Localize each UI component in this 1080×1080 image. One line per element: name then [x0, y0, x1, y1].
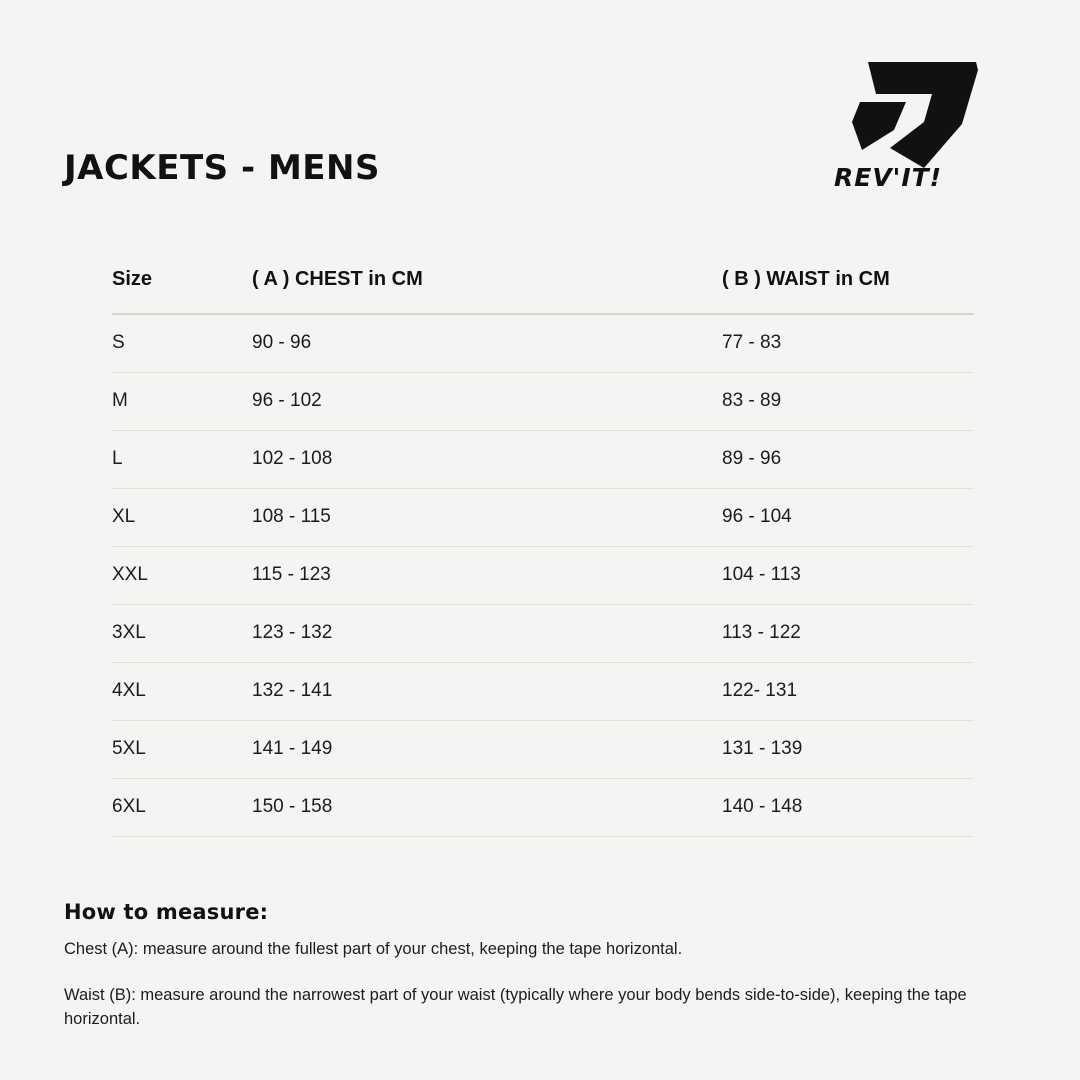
table-row	[112, 779, 974, 837]
cell-chest: 132 - 141	[252, 663, 722, 721]
cell-chest: 150 - 158	[252, 779, 722, 837]
cell-waist: 140 - 148	[722, 779, 974, 837]
table-row	[112, 547, 974, 605]
cell-size: XXL	[112, 547, 252, 605]
chest-instruction: Chest (A): measure around the fullest part of your chest, keeping the tape horizontal.	[64, 940, 683, 958]
cell-waist: 89 - 96	[722, 431, 974, 489]
cell-size: S	[112, 314, 252, 373]
svg-text:REV'IT!: REV'IT!	[834, 163, 943, 192]
cell-waist: 131 - 139	[722, 721, 974, 779]
cell-waist: 122- 131	[722, 663, 974, 721]
waist-instruction: Waist (B): measure around the narrowest part of your waist (typically where your body bends side-to-side), keeping the tape horizontal.	[64, 985, 967, 1028]
table-header	[112, 262, 974, 314]
size-table-wrapper	[112, 262, 974, 837]
cell-chest: 108 - 115	[252, 489, 722, 547]
column-header-waist: ( B ) WAIST in CM	[722, 268, 890, 290]
cell-chest: 102 - 108	[252, 431, 722, 489]
cell-chest: 123 - 132	[252, 605, 722, 663]
table-row	[112, 489, 974, 547]
page-title: JACKETS - MENS	[64, 148, 380, 188]
cell-chest: 90 - 96	[252, 314, 722, 373]
cell-size: 4XL	[112, 663, 252, 721]
column-header-chest: ( A ) CHEST in CM	[252, 268, 423, 290]
cell-size: 6XL	[112, 779, 252, 837]
size-table	[112, 262, 974, 837]
cell-chest: 141 - 149	[252, 721, 722, 779]
table-row	[112, 373, 974, 431]
cell-size: 3XL	[112, 605, 252, 663]
table-row	[112, 605, 974, 663]
how-to-measure-heading: How to measure:	[64, 900, 269, 924]
cell-size: M	[112, 373, 252, 431]
table-body	[112, 314, 974, 837]
table-row	[112, 314, 974, 373]
how-to-measure-section	[64, 900, 1016, 1032]
brand-logo	[828, 50, 1008, 200]
cell-size: 5XL	[112, 721, 252, 779]
cell-chest: 115 - 123	[252, 547, 722, 605]
table-row	[112, 663, 974, 721]
table-header-row	[112, 262, 974, 314]
cell-size: L	[112, 431, 252, 489]
cell-chest: 96 - 102	[252, 373, 722, 431]
table-row	[112, 431, 974, 489]
cell-waist: 96 - 104	[722, 489, 974, 547]
cell-waist: 83 - 89	[722, 373, 974, 431]
revit-chevron-logo-icon	[828, 50, 1008, 200]
table-row	[112, 721, 974, 779]
cell-waist: 77 - 83	[722, 314, 974, 373]
column-header-size: Size	[112, 268, 153, 290]
cell-waist: 113 - 122	[722, 605, 974, 663]
cell-size: XL	[112, 489, 252, 547]
cell-waist: 104 - 113	[722, 547, 974, 605]
